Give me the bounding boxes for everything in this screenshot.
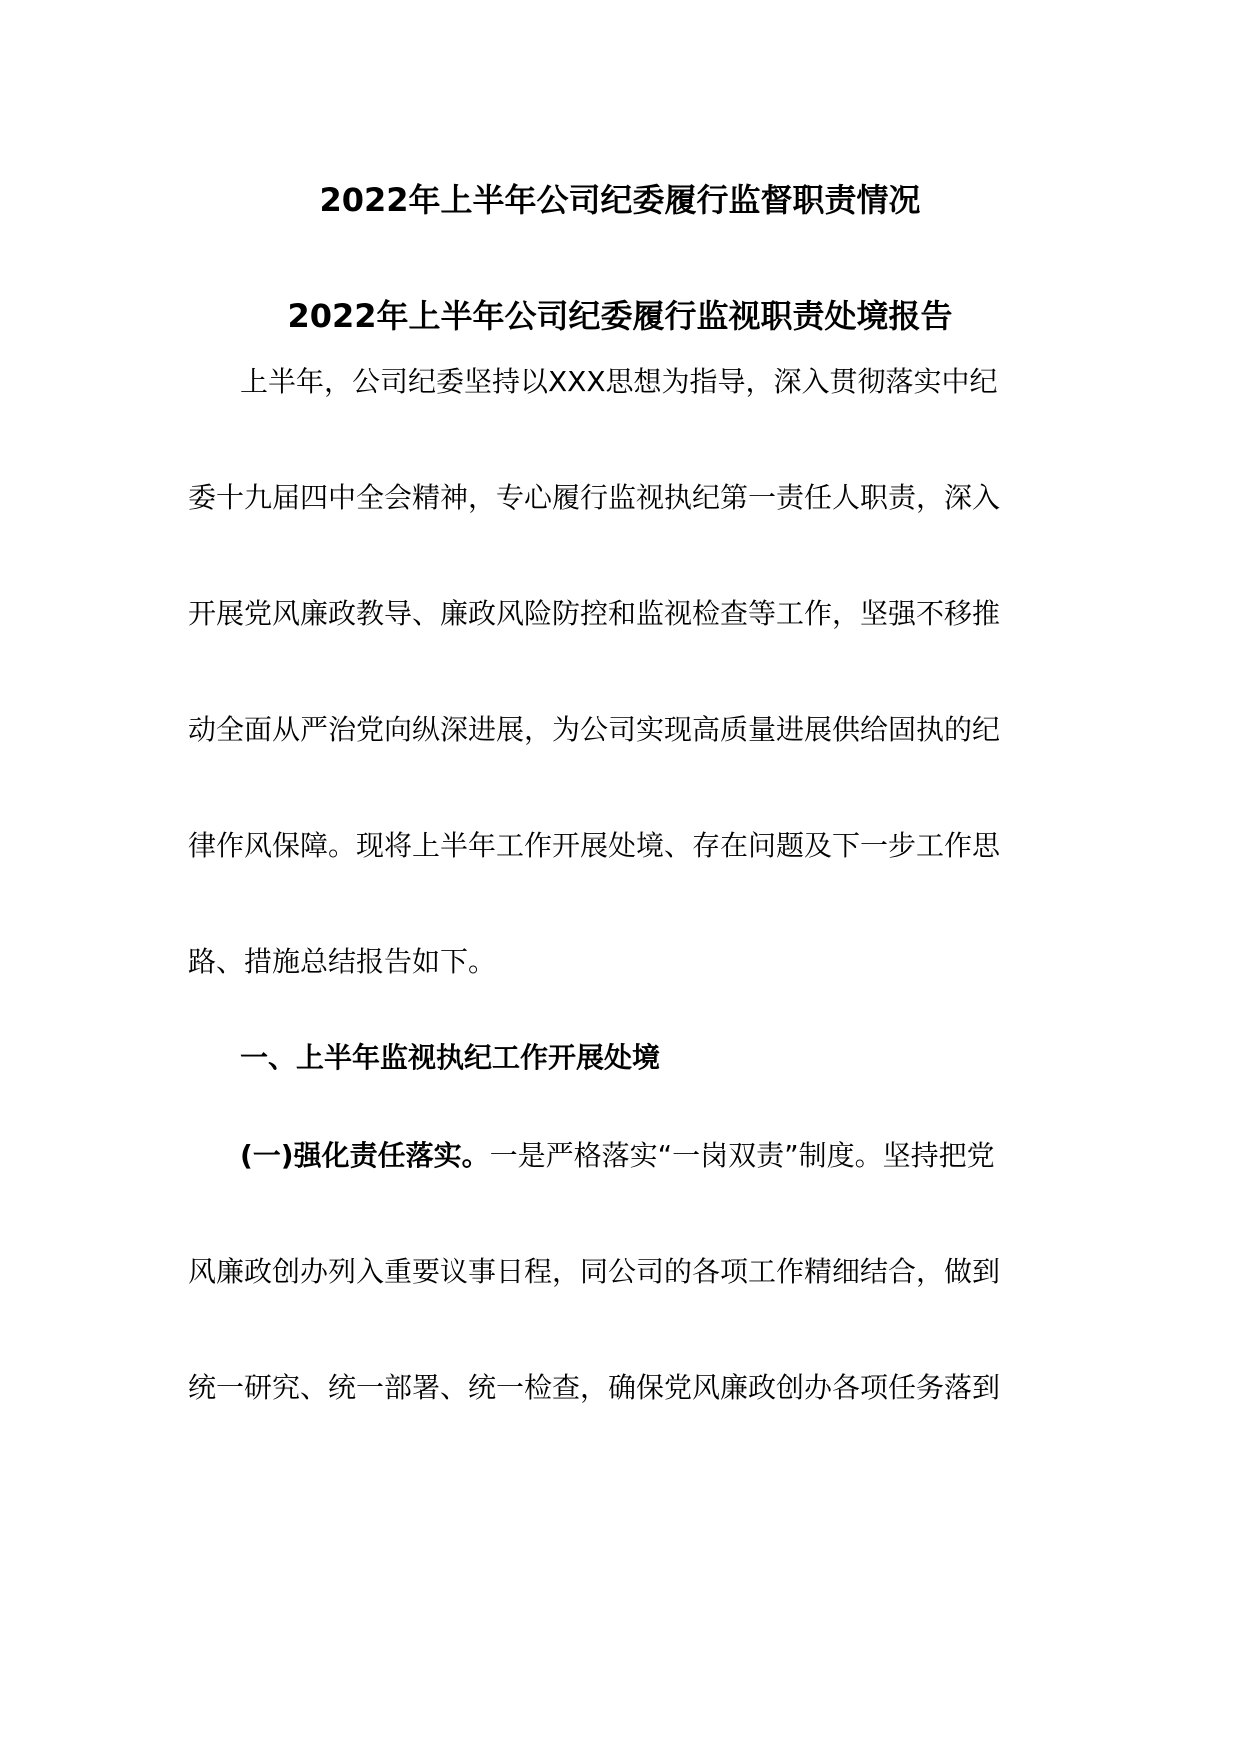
paragraph-line: 委十九届四中全会精神，专心履行监视执纪第一责任人职责，深入 <box>188 481 1001 514</box>
paragraph-line: 开展党风廉政教导、廉政风险防控和监视检查等工作，坚强不移推 <box>188 597 1001 630</box>
paragraph-line: 统一研究、统一部署、统一检查，确保党风廉政创办各项任务落到 <box>188 1371 1001 1404</box>
subsection-text: 一是严格落实“一岗双责”制度。坚持把党 <box>489 1139 995 1172</box>
paragraph-line: 风廉政创办列入重要议事日程，同公司的各项工作精细结合，做到 <box>188 1255 1001 1288</box>
subsection-heading: (一)强化责任落实。 <box>240 1139 490 1172</box>
paragraph-line: 律作风保障。现将上半年工作开展处境、存在问题及下一步工作思 <box>188 829 1001 862</box>
paragraph-line: 动全面从严治党向纵深进展，为公司实现高质量进展供给固执的纪 <box>188 713 1001 746</box>
paragraph-line: 路、措施总结报告如下。 <box>188 945 497 978</box>
document-title: 2022年上半年公司纪委履行监督职责情况 <box>319 181 921 219</box>
subsection-first-line <box>240 1138 995 1174</box>
document-subtitle: 2022年上半年公司纪委履行监视职责处境报告 <box>287 297 953 335</box>
paragraph-line: 上半年，公司纪委坚持以XXX思想为指导，深入贯彻落实中纪 <box>240 365 998 398</box>
section-heading: 一、上半年监视执纪工作开展处境 <box>240 1041 661 1074</box>
